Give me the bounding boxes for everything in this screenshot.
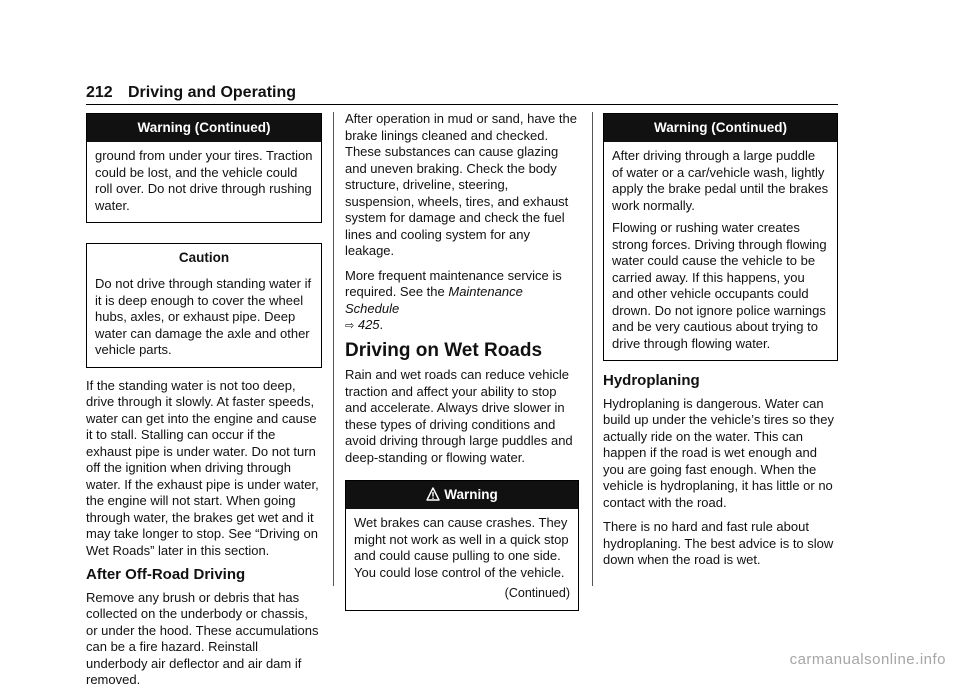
page-ref-icon: ⇨ <box>345 320 355 332</box>
warning-continued-heading: Warning (Continued) <box>87 114 321 142</box>
flowing-water-text: Flowing or rushing water creates strong forces. Driving through flowing water could cause the vehicle to be carried away. If this happens, you and other vehicle occupants could drown. Do not ignore police warnings and be very cautious about trying to drive through flowing water. <box>612 220 827 351</box>
column-divider-2 <box>592 112 593 586</box>
caution-box <box>86 243 322 368</box>
maintenance-text: More frequent maintenance service is required. See the <box>345 267 562 299</box>
warning-box <box>345 480 579 611</box>
hydroplaning-heading: Hydroplaning <box>603 372 700 389</box>
warning-continued-text: ground from under your tires. Traction could be lost, and the vehicle could roll over. Do not drive through rushing water. <box>95 148 313 213</box>
hydroplaning-paragraph-1: Hydroplaning is dangerous. Water can build up under the vehicle’s tires so they actually ride on the water. This can happen if the road is wet enough and you are going fast enough. When the vehicle is hydroplaning, it has little or no contact with the road. <box>603 395 835 510</box>
column-2 <box>345 111 579 611</box>
watermark: carmanualsonline.info <box>789 651 946 668</box>
continued-label: (Continued) <box>504 586 570 600</box>
wet-roads-paragraph: Rain and wet roads can reduce vehicle traction and affect your ability to stop and accelerate. Always drive slower in these types of driving conditions and avoid driving through large puddles and deep-standing or flowing water. <box>345 367 573 465</box>
page-header <box>86 84 838 106</box>
warning-heading: Warning <box>444 487 498 502</box>
mud-sand-paragraph: After operation in mud or sand, have the brake linings cleaned and checked. These substances can cause glazing and uneven braking. Check the body structure, driveline, steering, suspension, wheels, tires, and exhaust system for damage and check the fuel lines and cooling system for any leakage. <box>345 111 577 258</box>
maintenance-paragraph: More frequent maintenance service is required. See the Maintenance Schedule ⇨ 425. <box>345 268 579 335</box>
page-number: 212 <box>86 84 113 101</box>
warning-text: Wet brakes can cause crashes. They might not work as well in a quick stop and could cause pulling to one side. You could lose control of the vehicle. <box>354 515 569 580</box>
caution-text: Do not drive through standing water if it is deep enough to cover the wheel hubs, axles, or exhaust pipe. Deep water can damage the axle and other vehicle parts. <box>95 276 312 357</box>
hydroplaning-paragraph-2: There is no hard and fast rule about hydroplaning. The best advice is to slow down when the road is wet. <box>603 519 834 567</box>
column-3 <box>603 113 838 577</box>
standing-water-paragraph: If the standing water is not too deep, drive through it slowly. At faster speeds, water can get into the engine and cause it to stall. Stalling can occur if the exhaust pipe is under water. Do not turn off the ignition when driving through water. If the exhaust pipe is under water, the engine will not start. When going through water, the brakes get wet and it may take longer to stop. See “Driving on Wet Roads” later in this section. <box>86 377 319 558</box>
column-1 <box>86 113 322 697</box>
off-road-heading: After Off-Road Driving <box>86 566 246 583</box>
section-title: Driving and Operating <box>128 84 297 101</box>
wet-roads-heading: Driving on Wet Roads <box>345 339 543 361</box>
warning-continued-box-2 <box>603 113 838 361</box>
warning-continued-box <box>86 113 322 223</box>
warning-continued-heading-2: Warning (Continued) <box>604 114 837 142</box>
off-road-paragraph: Remove any brush or debris that has collected on the underbody or chassis, or under the hood. These accumulations can be a fire hazard. Reinstall underbody air deflector and air dam if removed. <box>86 589 319 687</box>
warning-heading-bar <box>346 481 578 509</box>
maintenance-page-ref[interactable]: 425 <box>357 317 380 332</box>
maintenance-schedule-link[interactable]: Maintenance Schedule <box>345 284 523 316</box>
header-rule <box>86 104 838 105</box>
warning-triangle-icon <box>426 487 440 501</box>
caution-heading: Caution <box>178 250 230 265</box>
column-divider-1 <box>333 112 334 586</box>
puddle-text: After driving through a large puddle of water or a car/vehicle wash, lightly apply the brake pedal until the brakes work normally. <box>612 148 829 213</box>
